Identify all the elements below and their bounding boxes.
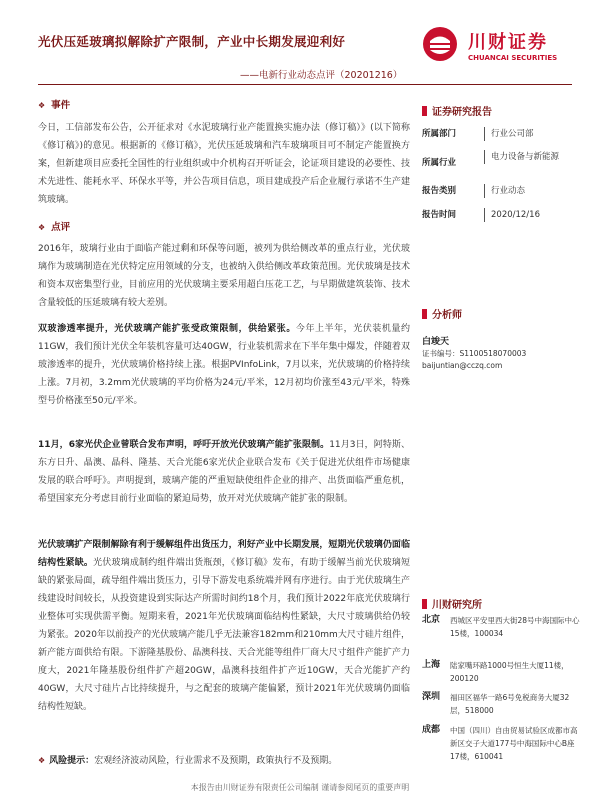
institute-heading: 川财研究所 (422, 596, 482, 611)
logo-mark-icon (422, 26, 458, 62)
office-city: 深圳 (422, 692, 441, 702)
paragraph-4-body: 光伏玻璃成制约组件端出货瓶颈，《修订稿》发布，有助于缓解当前光伏玻璃短缺的紧张局面，疏导组件端出货压力，引导下游发电系统端并网有序进行。由于光伏玻璃生产线建设时间较长，从投资建设到实际达产所需时间约18个月，我们预计2022年底光伏玻璃行业整体可实现供需平衡。短期来看，2021年光伏玻璃面临结构性紧缺，大尺寸玻璃供给仍较为紧张。2020年以前投产的光伏玻璃产能几乎无法兼容182mm和210mm大尺寸硅片组件，新产能方面供给有限。下游隆基股份、晶澳科技、天合光能等组件厂商大尺寸组件产能扩产力度大，2021年隆基股份组件扩产超20GW，晶澳科技组件扩产近10GW，天合光能扩产约40GW，大尺寸硅片占比持续提升，与之配套的玻璃产能偏紧，预计2021年光伏玻璃仍面临结构性短缺。 (38, 558, 410, 712)
office-chengdu (422, 724, 582, 763)
office-shenzhen (422, 691, 582, 717)
header-divider (38, 84, 572, 85)
office-address: 西城区平安里西大街28号中海国际中心15楼，100034 (450, 616, 580, 638)
report-title: 光伏压延玻璃拟解除扩产限制，产业中长期发展迎利好 (38, 34, 346, 49)
risk-paragraph (38, 752, 410, 770)
office-shanghai (422, 659, 582, 685)
info-key: 所属部门 (422, 129, 457, 139)
risk-body: 宏观经济波动风险，行业需求不及预期，政策执行不及预期。 (94, 756, 338, 766)
square-marker-icon (422, 599, 427, 609)
analyst-name: 白竣天 (422, 337, 450, 347)
report-subtitle: ——电新行业动态点评（20201216） (240, 70, 403, 81)
paragraph-3-lead: 11月，6家光伏企业曾联合发布声明，呼吁开放光伏玻璃产能扩张限制。 (38, 440, 330, 450)
paragraph-2-lead: 双玻渗透率提升，光伏玻璃产能扩张受政策限制，供给紧张。 (38, 324, 296, 334)
comment-paragraph-3 (38, 436, 410, 508)
office-city: 北京 (422, 615, 441, 625)
info-key: 所属行业 (422, 158, 457, 168)
office-address: 中国（四川）自由贸易试验区成都市高新区交子大道177号中海国际中心B座17楼，610041 (450, 726, 578, 761)
analyst-cert: 证书编号：S1100518070003 (422, 349, 527, 358)
office-city: 上海 (422, 660, 441, 670)
office-address: 福田区福华一路6号免税商务大厦32层，518000 (450, 693, 570, 715)
paragraph-3-body: 11月3日，阿特斯、东方日升、晶澳、晶科、隆基、天合光能6家光伏企业联合发布《关于促进光伏组件市场健康发展的联合呼吁》。声明提到，玻璃产能的严重短缺使组件企业的排产、出货面临严重危机，希望国家充分考虑目前行业面临的紧迫局势，放开对光伏玻璃产能扩张的限制。 (38, 440, 410, 504)
diamond-bullet-icon: ❖ (38, 223, 46, 232)
square-marker-icon (422, 309, 427, 319)
office-city: 成都 (422, 725, 441, 735)
analyst-email[interactable]: baijuntian@cczq.com (422, 361, 503, 370)
analyst-heading: 分析师 (422, 306, 462, 321)
diamond-bullet-icon: ❖ (38, 756, 46, 765)
risk-lead: 风险提示： (49, 756, 95, 766)
logo-text-en: CHUANCAI SECURITIES (468, 54, 558, 62)
logo-text-cn: 川财证券 (468, 32, 548, 53)
info-key: 报告类别 (422, 186, 457, 196)
info-row-department (422, 127, 572, 141)
event-paragraph: 今日，工信部发布公告，公开征求对《水泥玻璃行业产能置换实施办法（修订稿）》(以下简称《修订稿》)的意见。根据新的《修订稿》，光伏压延玻璃和汽车玻璃项目可不制定产能置换方案，但新建项目应委托全国性的行业组织或中介机构召开听证会，论证项目建设的必要性、技术先进性、能耗水平、环保水平等，并公告项目信息，项目建成投产后企业履行承诺不生产建筑玻璃。 (38, 123, 410, 205)
info-row-category (422, 184, 572, 198)
info-value: 2020/12/16 (484, 208, 579, 222)
office-beijing (422, 614, 582, 640)
info-row-date (422, 208, 572, 222)
comment-paragraph-2 (38, 320, 410, 410)
diamond-bullet-icon: ❖ (38, 101, 46, 110)
paragraph-4-lead: 光伏玻璃扩产限制解除有利于缓解组件出货压力，利好产业中长期发展，短期光伏玻璃仍面临结构性紧缺。 (38, 540, 410, 568)
office-address: 陆家嘴环路1000号恒生大厦11楼，200120 (450, 661, 569, 683)
info-value: 行业公司部 (484, 127, 579, 141)
paragraph-2-body: 今年上半年，光伏装机量约11GW，我们预计光伏全年装机容量可达40GW，行业装机需求在下半年集中爆发，伴随着双玻渗透率的提升，光伏玻璃价格持续上涨。根据PVInfoLink，7月以来，光伏玻璃的价格持续上涨。7月初，3.2mm光伏玻璃的平均价格为24元/平米，12月初均价涨至43元/平米，特殊型号价格涨至50元/平米。 (38, 324, 410, 406)
info-row-industry (422, 150, 572, 178)
section-event-heading: ❖ 事件 (38, 100, 71, 111)
info-value: 电力设备与新能源 (484, 150, 579, 164)
info-key: 报告时间 (422, 210, 457, 220)
comment-paragraph-4 (38, 536, 410, 716)
report-info-heading: 证券研究报告 (422, 103, 492, 118)
info-value: 行业动态 (484, 184, 579, 198)
section-comment-heading: ❖ 点评 (38, 222, 71, 233)
square-marker-icon (422, 106, 427, 116)
comment-paragraph-1: 2016年，玻璃行业由于面临产能过剩和环保等问题，被列为供给侧改革的重点行业，光伏玻璃作为玻璃制造在光伏特定应用领域的分支，也被纳入供给侧改革政策范围。光伏玻璃是技术和资本双密集型行业，目前应用的光伏玻璃主要采用超白压花工艺，与早期做建筑装饰、技术含量较低的压延玻璃有较大差别。 (38, 244, 410, 308)
company-logo (422, 22, 572, 72)
page-footer-disclaimer: 本报告由川财证券有限责任公司编制 谨请参阅尾页的重要声明 (190, 783, 410, 792)
